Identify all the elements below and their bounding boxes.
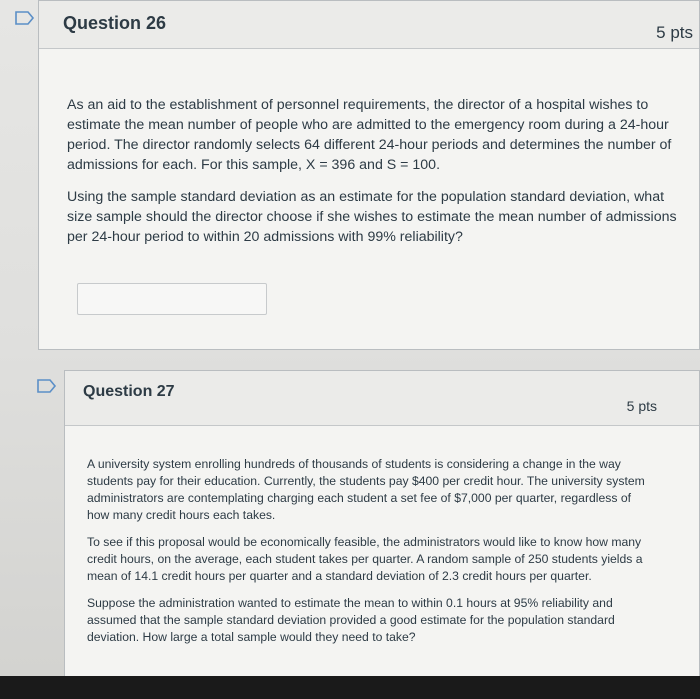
question-text (67, 95, 679, 259)
screen-bottom-edge (0, 676, 700, 699)
question-26 (38, 0, 700, 350)
question-title: Question 27 (83, 383, 175, 400)
flag-question-icon[interactable] (36, 378, 58, 394)
question-paragraph: A university system enrolling hundreds of thousands of students is considering a change in the way students pay for their education. Currently, the students pay $400 per credit hour. The university system administrators are contemplating charging each student a set fee of $7,000 per quarter, regardless of how many credit hours each takes. (87, 457, 645, 522)
flag-question-icon[interactable] (14, 10, 36, 26)
question-paragraph: Suppose the administration wanted to estimate the mean to within 0.1 hours at 95% reliability and assumed that the sample standard deviation provided a good estimate for the population standard deviation. How large a total sample would they need to take? (87, 596, 615, 644)
answer-input[interactable] (77, 283, 267, 315)
question-27 (64, 370, 700, 699)
question-title: Question 26 (63, 13, 167, 33)
question-points: 5 pts (656, 23, 693, 42)
question-paragraph: To see if this proposal would be economically feasible, the administrators would like to know how many credit hours, on the average, each student takes per quarter. A random sample of 250 students yields a mean of 14.1 credit hours per quarter and a standard deviation of 2.3 credit hours per quarter. (87, 535, 643, 583)
question-header (39, 1, 699, 49)
question-header (65, 371, 699, 426)
question-paragraph: As an aid to the establishment of personnel requirements, the director of a hospital wishes to estimate the mean number of people who are admitted to the emergency room during a 24-hour period. The director randomly selects 64 different 24-hour periods and determines the number of admissions for each. For this sample, X = 396 and S = 100. (67, 97, 672, 173)
question-text (87, 456, 647, 656)
question-paragraph: Using the sample standard deviation as an estimate for the population standard deviation, what size sample should the director choose if she wishes to estimate the mean number of admissions per 24-hour period to within 20 admissions with 99% reliability? (67, 189, 677, 245)
question-points: 5 pts (626, 398, 657, 414)
